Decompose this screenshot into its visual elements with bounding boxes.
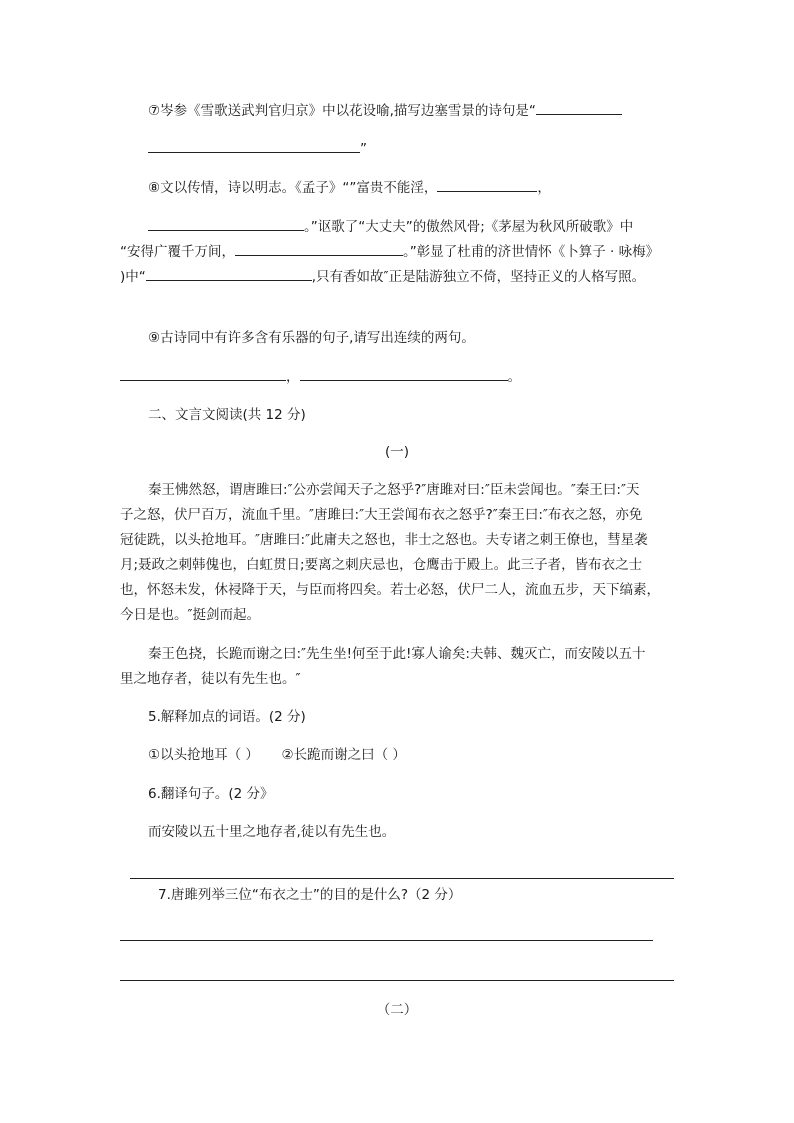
answer-blank[interactable]	[536, 100, 622, 115]
passage-line: 也，怀怒未发，休祲降于天，与臣而将四矣。若士必怒，伏尸二人，流血五步，天下缟素，	[120, 582, 660, 598]
passage-line: 冠徒跣，以头抢地耳。″唐雎曰:″此庸夫之怒也，非士之怒也。夫专诸之刺王僚也，彗星袭	[120, 532, 648, 548]
question-8-line-2	[148, 216, 633, 237]
answer-blank[interactable]	[235, 241, 403, 256]
question-9-text: ⑨古诗同中有许多含有乐器的句子,请写出连续的两句。	[148, 330, 475, 346]
question-7-line	[148, 100, 622, 121]
question-6-sentence: 而安陵以五十里之地存者,徒以有先生也。	[148, 824, 396, 840]
passage-line: 今日是也。″挺剑而起。	[120, 607, 261, 623]
answer-line[interactable]	[130, 878, 674, 879]
answer-line[interactable]	[120, 940, 653, 941]
question-8-text: )中“	[120, 269, 146, 285]
comma: ，	[286, 369, 300, 385]
question-8-line-4	[120, 266, 645, 287]
answer-blank[interactable]	[437, 177, 537, 192]
subsection-title-2: （二）	[376, 1002, 418, 1018]
question-7-line-2	[148, 138, 367, 159]
answer-blank[interactable]	[120, 366, 286, 381]
question-6: 6.翻译句子。(2 分》	[148, 786, 274, 802]
question-8-line-1	[148, 177, 551, 198]
passage-line: 秦王色挠，长跪而谢之曰:″先生坐!何至于此!寡人谕矣:夫韩、魏灭亡，而安陵以五十	[148, 646, 646, 662]
answer-line[interactable]	[120, 980, 674, 981]
comma: ，	[537, 180, 551, 196]
passage-line: 子之怒，伏尸百万，流血千里。″唐雎曰:″大王尝闻布衣之怒乎?″秦王曰:″布衣之怒，亦免	[120, 507, 643, 523]
passage-line: 里之地存者，徒以有先生也。″	[120, 671, 301, 687]
question-5-item-2[interactable]: ②长跪而谢之曰（ ）	[281, 747, 406, 763]
question-8-text: ,只有香如故″正是陆游独立不倚，坚持正义的人格写照。	[311, 269, 646, 285]
question-7-text: ⑦岑参《雪歌送武判官归京》中以花设喻,描写边塞雪景的诗句是“	[148, 103, 536, 119]
question-8-text: 。”彰显了杜甫的济世情怀《卜算子 · 咏梅》	[403, 244, 660, 260]
section-heading: 二、文言文阅读(共 12 分)	[148, 407, 306, 423]
answer-blank[interactable]	[148, 138, 360, 153]
question-8-text: 。”讴歌了“大丈夫”的傲然风骨;《茅屋为秋风所破歌》中	[304, 219, 634, 235]
answer-blank[interactable]	[146, 266, 312, 281]
subsection-title-1: (一)	[384, 444, 410, 460]
answer-blank[interactable]	[148, 216, 304, 231]
question-9-answer-line	[120, 366, 521, 387]
passage-line: 秦王怫然怒，谓唐雎曰:″公亦尝闻天子之怒乎?″唐雎对曰:″臣未尝闻也。″秦王曰:″天	[148, 482, 640, 498]
question-5-item-1[interactable]: ①以头抢地耳（ ）	[148, 747, 259, 763]
period: 。	[507, 369, 521, 385]
question-5-items	[148, 745, 406, 765]
question-8-line-3	[120, 241, 659, 262]
question-7-classical: 7.唐雎列举三位“布衣之士”的目的是什么?（2 分）	[158, 887, 462, 903]
answer-blank[interactable]	[300, 366, 508, 381]
question-8-text: ⑧文以传情，诗以明志。《孟子》“”富贵不能淫，	[148, 180, 438, 196]
close-quote: ”	[360, 141, 367, 157]
question-8-text: “安得广覆千万间，	[120, 244, 235, 260]
passage-line: 月;聂政之刺韩傀也，白虹贯日;要离之刺庆忌也，仓鹰击于殿上。此三子者，皆布衣之士	[120, 557, 643, 573]
question-5: 5.解释加点的词语。(2 分)	[148, 709, 306, 725]
